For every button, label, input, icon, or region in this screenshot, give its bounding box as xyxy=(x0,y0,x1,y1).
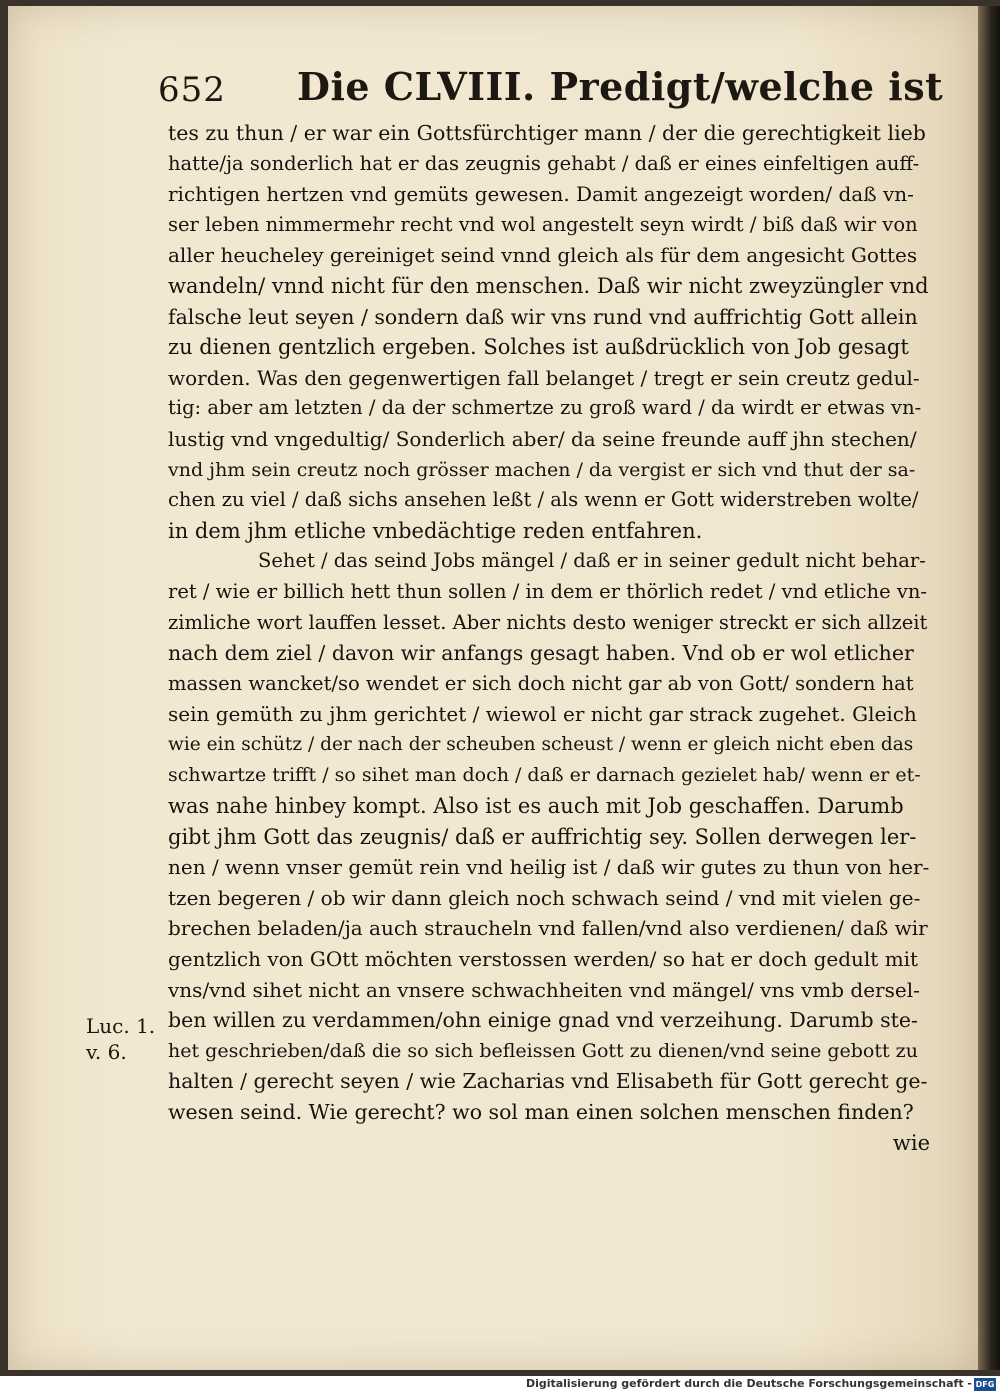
text-line: falsche leut seyen / sondern daß wir vns rund vnd auffrichtig Gott allein xyxy=(168,304,918,329)
text-line: lustig vnd vngedultig/ Sonderlich aber/ da seine freunde auff jhn stechen/ xyxy=(168,426,917,451)
text-line: massen wancket/so wendet er sich doch nicht gar ab von Gott/ sondern hat xyxy=(168,671,914,695)
text-line: vnd jhm sein creutz noch grösser machen / da vergist er sich vnd thut der sa- xyxy=(168,458,916,481)
book-edge xyxy=(978,6,1000,1370)
text-line: gentzlich von GOtt möchten verstossen werden/ so hat er doch gedult mit xyxy=(168,947,919,972)
text-line: wie ein schütz / der nach der scheuben scheust / wenn er gleich nicht eben das xyxy=(168,733,914,755)
text-line: in dem jhm etliche vnbedächtige reden entfahren. xyxy=(168,518,703,543)
text-line: gibt jhm Gott das zeugnis/ daß er auffrichtig sey. Sollen derwegen ler- xyxy=(168,824,917,849)
text-line: zu dienen gentzlich ergeben. Solches ist außdrücklich von Job gesagt xyxy=(168,335,909,360)
footer-credit: Digitalisierung gefördert durch die Deutsche Forschungsgemeinschaft - xyxy=(525,1377,972,1390)
text-line: hatte/ja sonderlich hat er das zeugnis gehabt / daß er eines einfeltigen auff- xyxy=(168,151,920,175)
text-line: tzen begeren / ob wir dann gleich noch schwach seind / vnd mit vielen ge- xyxy=(168,885,921,910)
catchword: wie xyxy=(892,1130,930,1155)
running-title: Die CLVIII. Predigt/welche ist xyxy=(297,64,944,109)
text-line: chen zu viel / daß sichs ansehen leßt / als wenn er Gott widerstreben wolte/ xyxy=(168,488,919,512)
dfg-logo: DFG xyxy=(975,1380,995,1389)
margin-note xyxy=(86,1013,156,1065)
text-line: nach dem ziel / davon wir anfangs gesagt haben. Vnd ob er wol etlicher xyxy=(168,641,914,666)
page-number: 652 xyxy=(158,70,226,110)
text-line: wesen seind. Wie gerecht? wo sol man einen solchen menschen finden? xyxy=(168,1100,914,1124)
text-line: sein gemüth zu jhm gerichtet / wiewol er nicht gar strack zugehet. Gleich xyxy=(168,702,917,727)
text-line: ret / wie er billich hett thun sollen / in dem er thörlich redet / vnd etliche vn- xyxy=(168,579,928,603)
margin-note-reference: Luc. 1. xyxy=(86,1014,156,1038)
body-text xyxy=(168,118,930,1158)
text-line: tig: aber am letzten / da der schmertze zu groß ward / da wirdt er etwas vn- xyxy=(168,396,922,420)
text-line: aller heucheley gereiniget seind vnnd gleich als für dem angesicht Gottes xyxy=(168,243,918,268)
text-line: halten / gerecht seyen / wie Zacharias vnd Elisabeth für Gott gerecht ge- xyxy=(168,1069,928,1094)
text-line: schwartze trifft / so sihet man doch / daß er darnach gezielet hab/ wenn er et- xyxy=(168,764,921,787)
text-line: nen / wenn vnser gemüt rein vnd heilig ist / daß wir gutes zu thun von her- xyxy=(168,855,930,880)
text-line: vns/vnd sihet nicht an vnsere schwachheiten vnd mängel/ vns vmb dersel- xyxy=(168,977,920,1002)
text-line: was nahe hinbey kompt. Also ist es auch mit Job geschaffen. Darumb xyxy=(168,794,904,819)
text-line: brechen beladen/ja auch straucheln vnd fallen/vnd also verdienen/ daß wir xyxy=(168,916,928,941)
text-line: het geschrieben/daß die so sich befleissen Gott zu dienen/vnd seine gebott zu xyxy=(168,1039,918,1062)
footer-bar xyxy=(0,1376,1000,1394)
margin-note-verse: v. 6. xyxy=(86,1040,127,1064)
text-line: wandeln/ vnnd nicht für den menschen. Daß wir nicht zweyzüngler vnd xyxy=(168,273,929,298)
paragraph-start-line: Sehet / das seind Jobs mängel / daß er in seiner gedult nicht behar- xyxy=(258,549,926,573)
text-line: tes zu thun / er war ein Gottsfürchtiger mann / der die gerechtigkeit lieb xyxy=(168,121,926,145)
text-line: richtigen hertzen vnd gemüts gewesen. Damit angezeigt worden/ daß vn- xyxy=(168,182,914,207)
text-line: zimliche wort lauffen lesset. Aber nichts desto weniger streckt er sich allzeit xyxy=(168,610,928,634)
text-line: ser leben nimmermehr recht vnd wol angestelt seyn wirdt / biß daß wir von xyxy=(168,212,918,236)
page-header xyxy=(152,62,952,122)
text-line: worden. Was den gegenwertigen fall belanget / tregt er sein creutz gedul- xyxy=(168,365,920,390)
text-line: ben willen zu verdammen/ohn einige gnad vnd verzeihung. Darumb ste- xyxy=(168,1008,918,1033)
